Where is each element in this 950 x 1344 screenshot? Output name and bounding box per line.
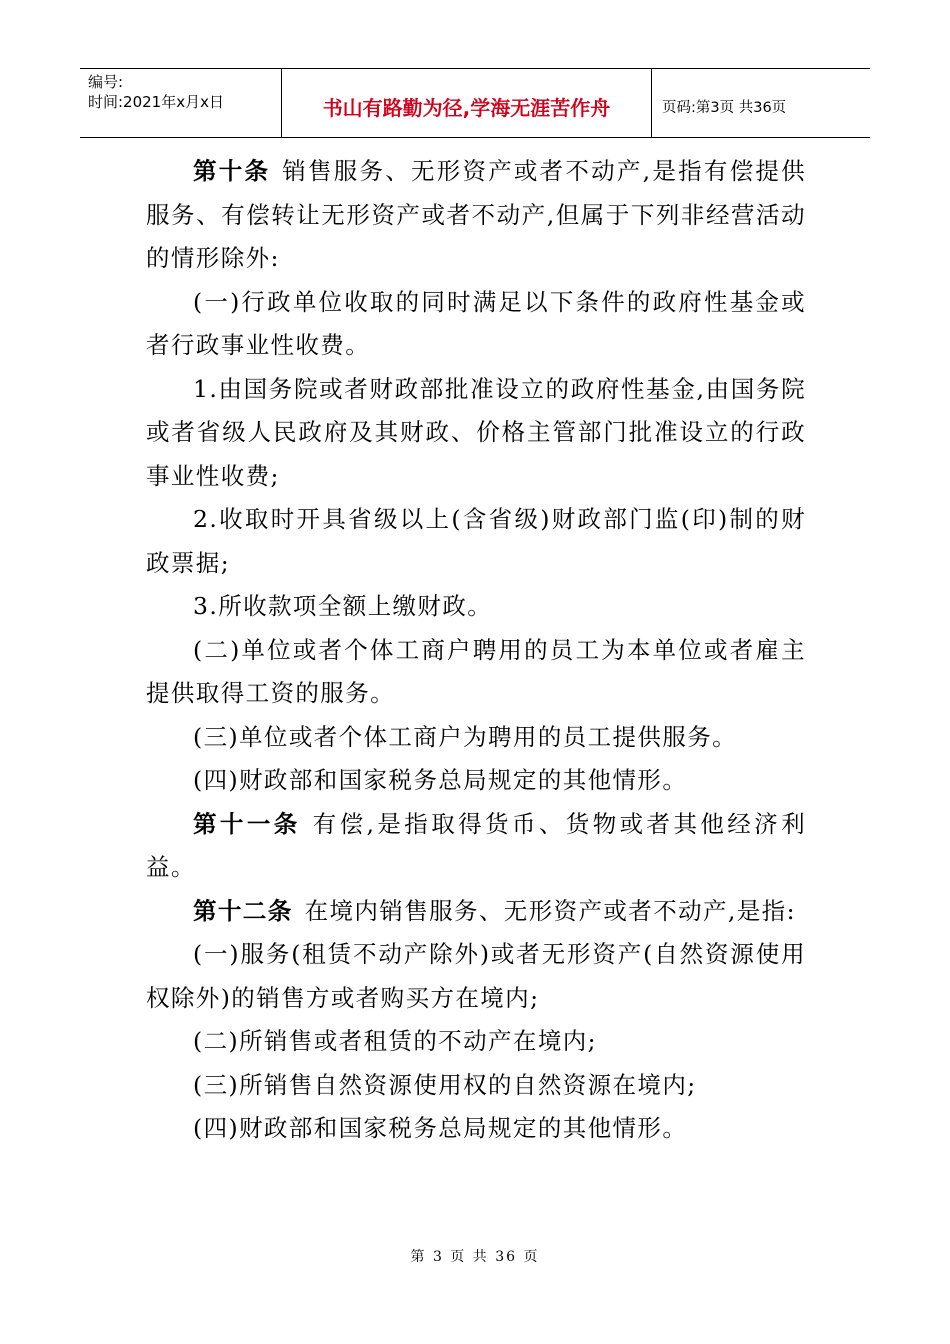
paragraph-text: 1.由国务院或者财政部批准设立的政府性基金,由国务院或者省级人民政府及其财政、价格主管部门批准设立的行政事业性收费; (146, 374, 806, 490)
paragraph (146, 1020, 806, 1064)
paragraph-text: 2.收取时开具省级以上(含省级)财政部门监(印)制的财政票据; (146, 505, 806, 577)
paragraph-text: (一)行政单位收取的同时满足以下条件的政府性基金或者行政事业性收费。 (146, 287, 806, 359)
header-page-info: 页码:第3页 共36页 (662, 99, 787, 116)
number-label: 编号: (88, 73, 124, 91)
paragraph-text: (三)所销售自然资源使用权的自然资源在境内; (193, 1070, 697, 1099)
paragraph (146, 803, 806, 890)
paragraph-text: (四)财政部和国家税务总局规定的其他情形。 (193, 766, 688, 794)
paragraph (146, 281, 806, 368)
paragraph (146, 585, 806, 629)
document-body (146, 150, 806, 1151)
paragraph-text: 3.所收款项全额上缴财政。 (193, 592, 493, 620)
paragraph (146, 716, 806, 760)
page-header (80, 68, 870, 138)
paragraph (146, 933, 806, 1020)
paragraph-text: (二)所销售或者租赁的不动产在境内; (193, 1027, 597, 1055)
paragraph (146, 498, 806, 585)
paragraph-text: (三)单位或者个体工商户为聘用的员工提供服务。 (193, 722, 738, 751)
paragraph-text: 在境内销售服务、无形资产或者不动产,是指: (304, 896, 796, 925)
paragraph-text: 销售服务、无形资产或者不动产,是指有偿提供服务、有偿转让无形资产或者不动产,但属于下列非经营活动的情形除外: (146, 157, 806, 272)
paragraph-text: (二)单位或者个体工商户聘用的员工为本单位或者雇主提供取得工资的服务。 (146, 635, 806, 707)
paragraph-text: (一)服务(租赁不动产除外)或者无形资产(自然资源使用权除外)的销售方或者购买方在境内; (146, 940, 806, 1012)
article-heading: 第十一条 (193, 809, 301, 838)
page-footer: 第 3 页 共 36 页 (410, 1249, 540, 1265)
paragraph (146, 368, 806, 499)
time-label: 时间:2021年x月x日 (88, 93, 224, 111)
article-heading: 第十二条 (193, 896, 293, 925)
paragraph (146, 890, 806, 934)
header-motto: 书山有路勤为径,学海无涯苦作舟 (282, 69, 652, 137)
paragraph (146, 1064, 806, 1108)
paragraph-text: 有偿,是指取得货币、货物或者其他经济利益。 (146, 809, 806, 881)
header-meta (80, 69, 282, 137)
paragraph-text: (四)财政部和国家税务总局规定的其他情形。 (193, 1114, 688, 1142)
paragraph (146, 1107, 806, 1151)
paragraph (146, 629, 806, 716)
article-heading: 第十条 (193, 157, 271, 185)
paragraph (146, 150, 806, 281)
paragraph (146, 759, 806, 803)
